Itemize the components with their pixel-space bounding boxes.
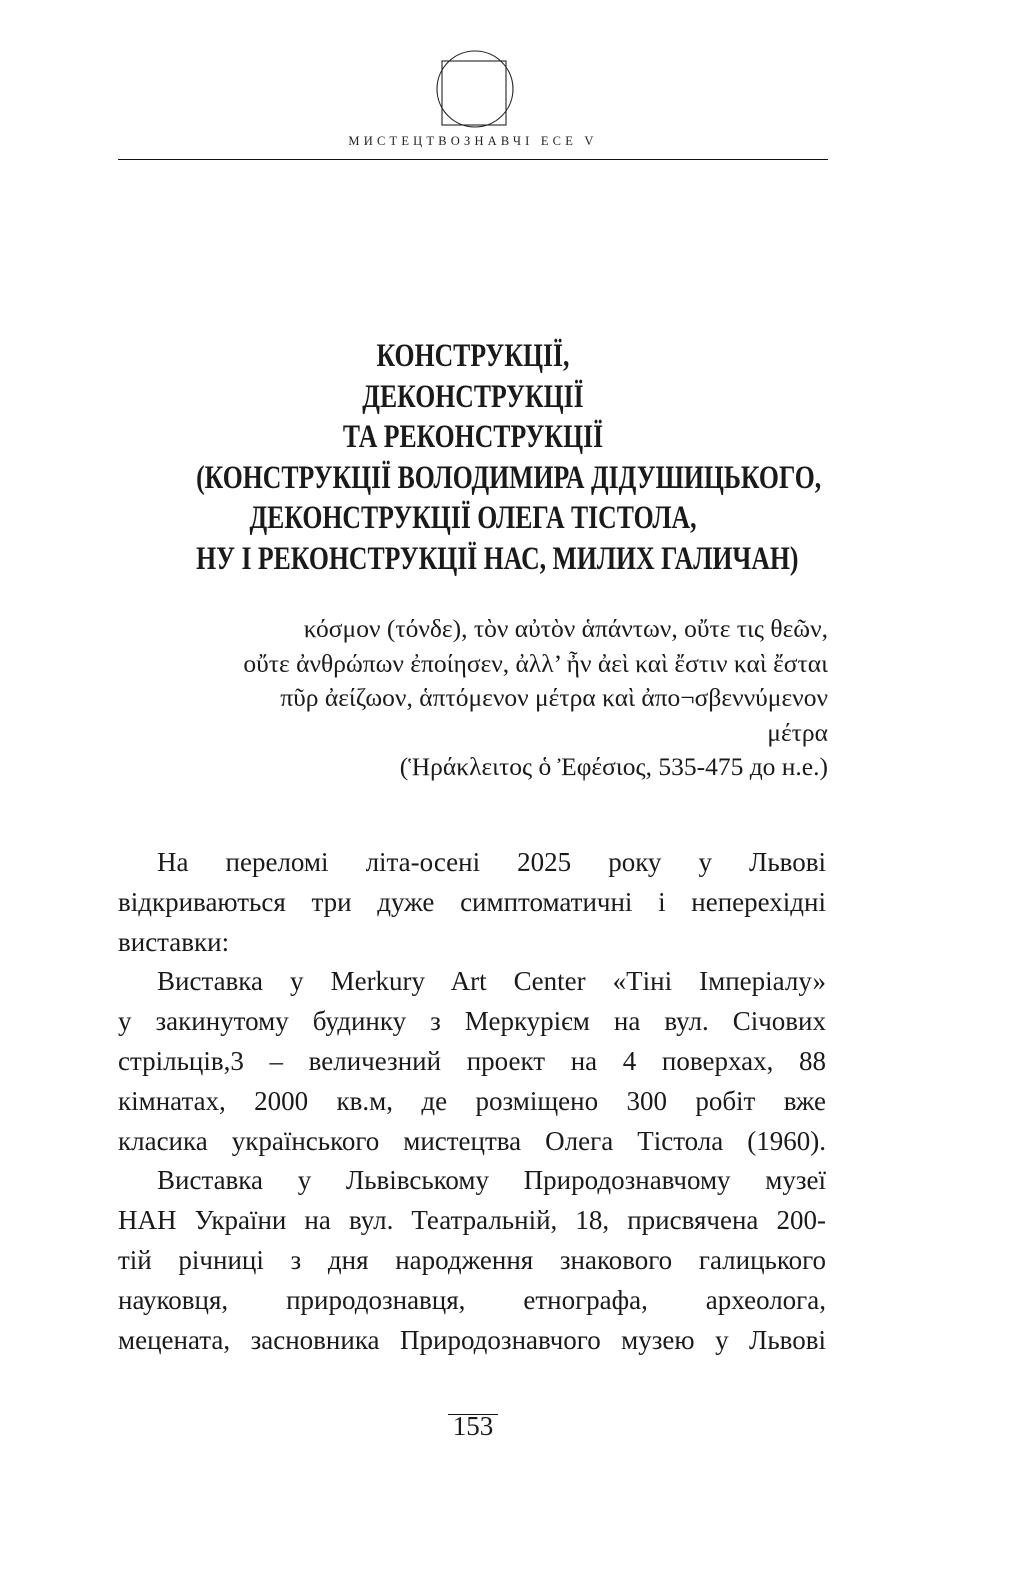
text-line: класика українського мистецтва Олега Тістола (1960). xyxy=(118,1125,826,1156)
title-line: ДЕКОНСТРУКЦІЇ xyxy=(362,378,584,415)
article-title xyxy=(196,336,822,579)
body-text xyxy=(118,843,826,1360)
title-line: ДЕКОНСТРУКЦІЇ ОЛЕГА ТІСТОЛА, xyxy=(249,500,697,536)
title-line: НУ І РЕКОНСТРУКЦІЇ НАС, МИЛИХ ГАЛИЧАН) xyxy=(196,540,799,577)
text-line: НАН України на вул. Театральній, 18, присвячена 200- xyxy=(118,1205,826,1236)
running-head: МИСТЕЦТВОЗНАВЧІ ЕСЕ V xyxy=(348,134,598,148)
text-line: стрільців,3 – величезний проект на 4 поверхах, 88 xyxy=(118,1045,826,1076)
page-number: 153 xyxy=(452,1411,494,1441)
text-line: у закинутому будинку з Меркурієм на вул. Січових xyxy=(118,1006,826,1037)
text-line: Виставка у Львівському Природознавчому музеї xyxy=(157,1165,826,1196)
paragraph xyxy=(118,962,826,1161)
text-line: відкриваються три дуже симптоматичні і неперехідні xyxy=(118,886,826,917)
title-line: (КОНСТРУКЦІЇ ВОЛОДИМИРА ДІДУШИЦЬКОГО, xyxy=(196,459,822,496)
title-line: КОНСТРУКЦІЇ, xyxy=(376,338,570,374)
header-rule xyxy=(118,159,828,160)
title-line: ТА РЕКОНСТРУКЦІЇ xyxy=(342,419,604,455)
epigraph-line: οὔτε ἀνθρώπων ἐποίησεν, ἀλλ’ ἦν ἀεὶ καὶ ἔστιν καὶ ἔσται xyxy=(243,648,828,678)
text-line: кімнатах, 2000 кв.м, де розміщено 300 робіт вже xyxy=(118,1085,826,1116)
epigraph xyxy=(150,612,828,785)
text-line: На переломі літа-осені 2025 року у Львові xyxy=(157,847,826,877)
epigraph-line: πῦρ ἀείζωον, ἁπτόμενον μέτρα καὶ ἀπο¬σβεννύμενον xyxy=(280,683,828,712)
epigraph-line: μέτρα xyxy=(767,717,828,747)
text-line: виставки: xyxy=(118,926,230,957)
paragraph xyxy=(118,843,826,962)
epigraph-line: κόσμον (τόνδε), τὸν αὐτὸν ἁπάντων, οὔτε τις θεῶν, xyxy=(303,614,828,643)
epigraph-attribution: (Ἡράκλειτος ὁ Ἐφέσιος, 535-475 до н.е.) xyxy=(399,752,828,781)
text-line: Виставка у Merkury Art Center «Тіні Імперіалу» xyxy=(157,966,826,997)
paragraph xyxy=(118,1161,826,1360)
text-line: мецената, засновника Природознавчого музею у Львові xyxy=(118,1324,826,1355)
circle-square-logo-icon xyxy=(436,50,514,128)
text-line: науковця, природознавця, етнографа, археолога, xyxy=(118,1284,826,1315)
text-line: тій річниці з дня народження знакового галицького xyxy=(118,1244,826,1275)
